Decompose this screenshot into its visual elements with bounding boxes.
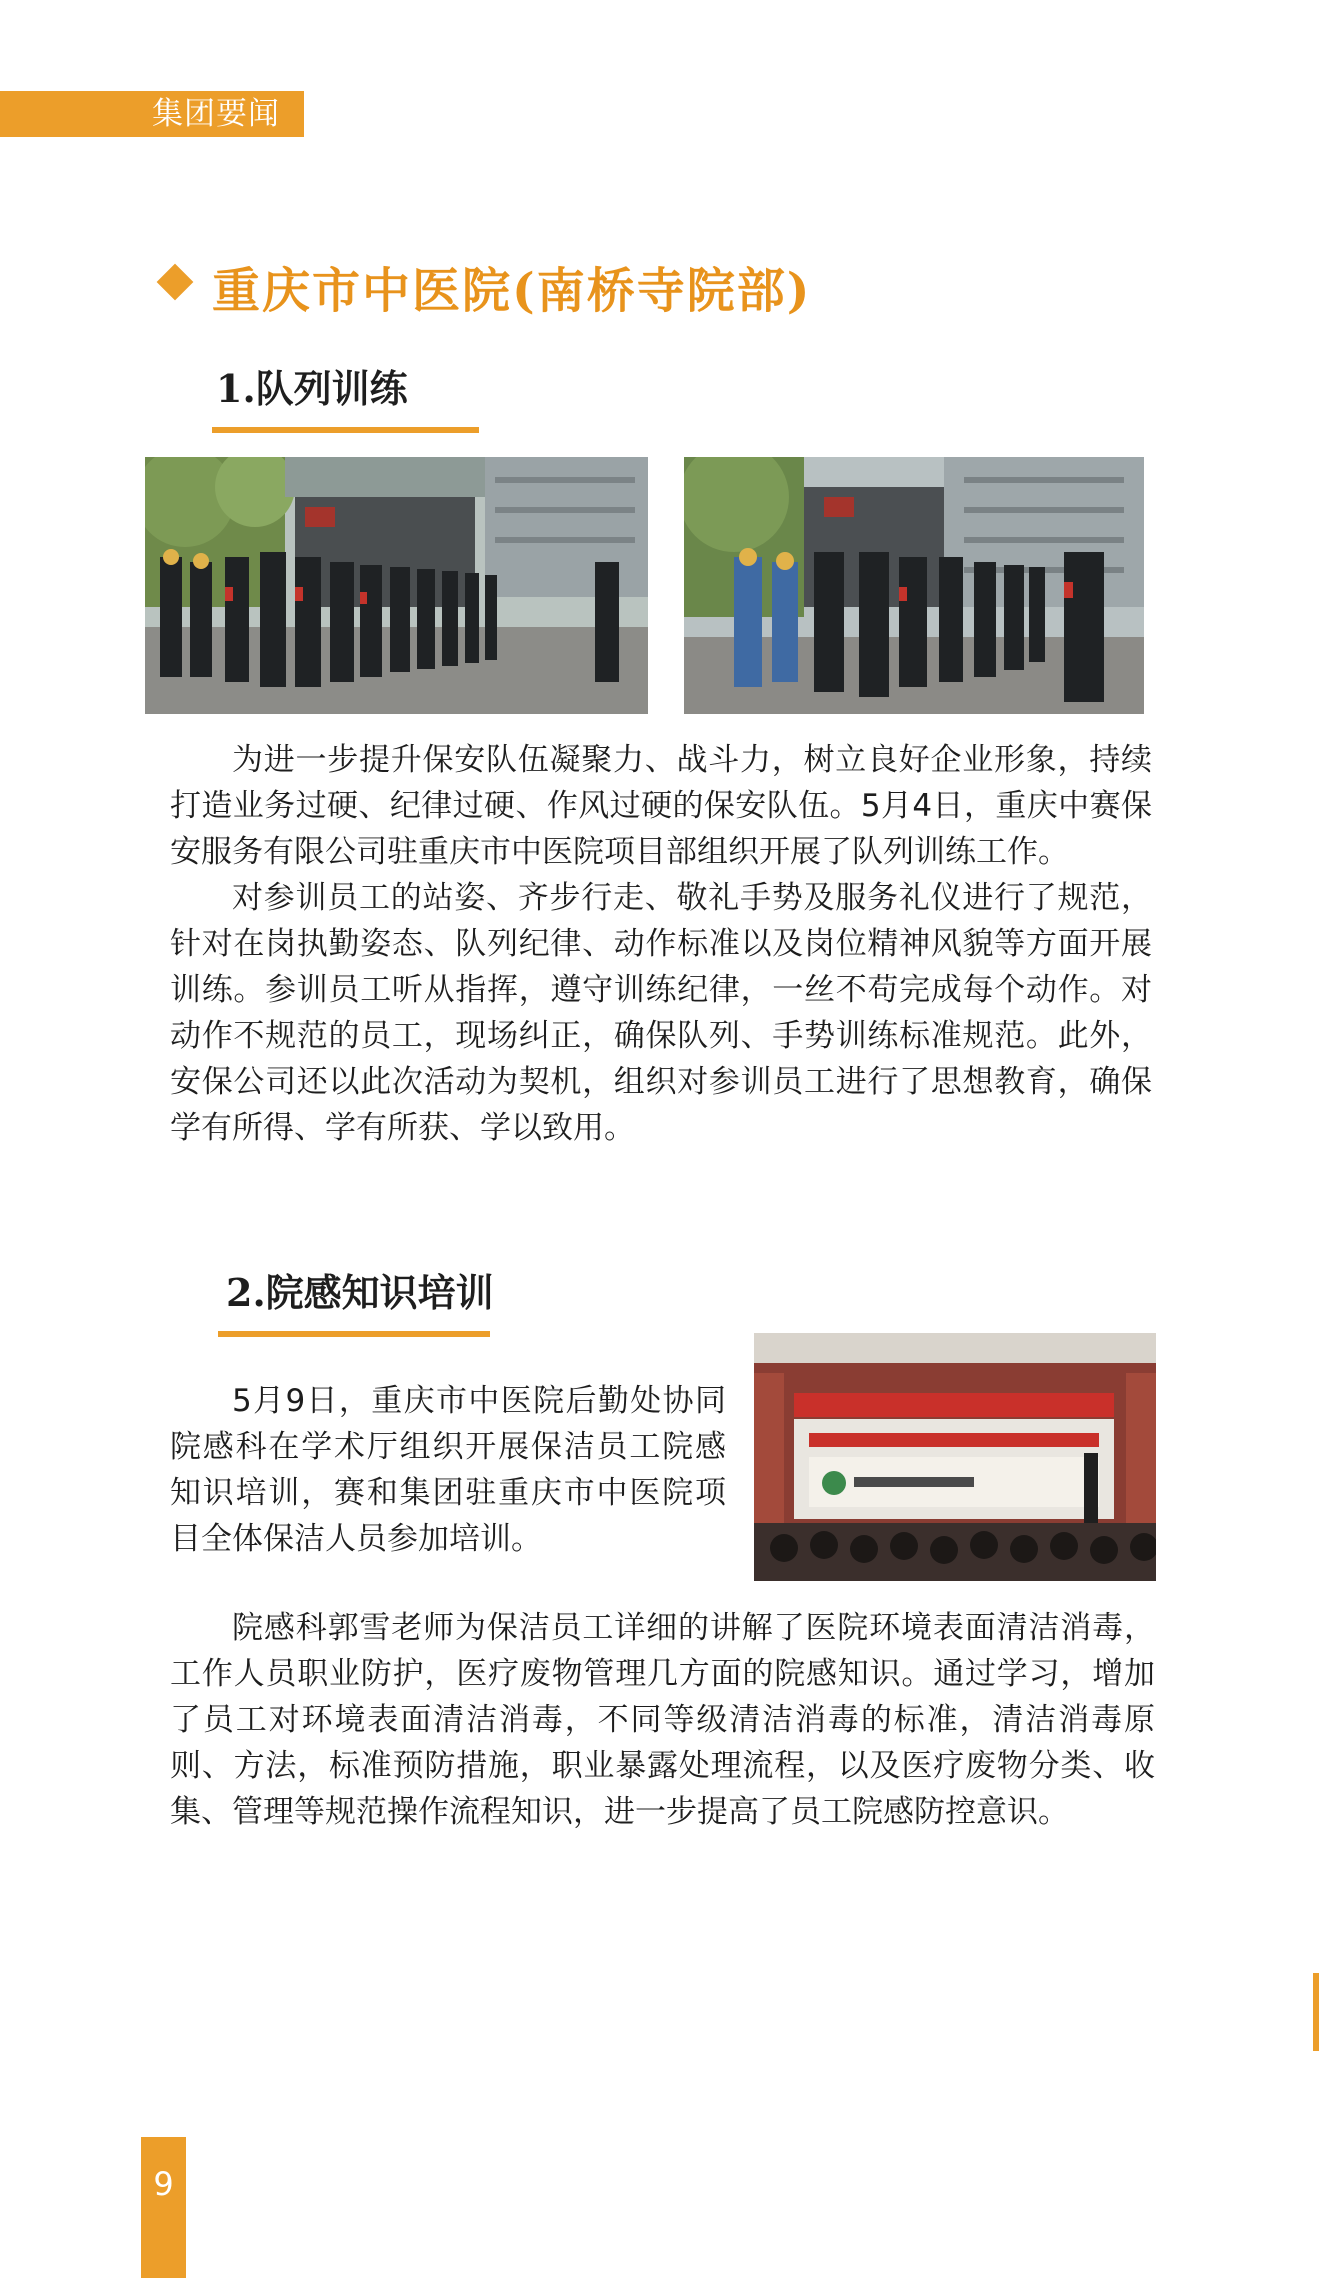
subsection-2-title: 2.院感知识培训 xyxy=(226,1270,494,1315)
photo-drill-salute-right xyxy=(684,457,1144,714)
paragraph: 5月9日，重庆市中医院后勤处协同院感科在学术厅组织开展保洁员工院感知识培训，赛和集团驻重庆市中医院项目全体保洁人员参加培训。 xyxy=(170,1383,726,1557)
page-number: 9 xyxy=(153,2165,174,2203)
subsection-2-underline xyxy=(218,1331,490,1337)
section-title: 重庆市中医院(南桥寺院部) xyxy=(212,263,812,319)
subsection-1-underline xyxy=(212,427,479,433)
subsection-1-title: 1.队列训练 xyxy=(216,366,408,411)
diamond-bullet-icon xyxy=(157,264,194,301)
paragraph: 对参训员工的站姿、齐步行走、敬礼手势及服务礼仪进行了规范，针对在岗执勤姿态、队列纪律、动作标准以及岗位精神风貌等方面开展训练。参训员工听从指挥，遵守训练纪律，一丝不苟完成每个动作。对动作不规范的员工，现场纠正，确保队列、手势训练标准规范。此外，安保公司还以此次活动为契机，组织对参训员工进行了思想教育，确保学有所得、学有所获、学以致用。 xyxy=(170,880,1152,1146)
photo-training-lecture-hall xyxy=(754,1333,1156,1581)
side-accent-bar xyxy=(1313,1973,1319,2051)
subsection-2-body xyxy=(170,1605,1155,1835)
photo-drill-formation-left xyxy=(145,457,648,714)
page-number-tab xyxy=(141,2137,186,2278)
subsection-2-intro xyxy=(170,1378,726,1562)
subsection-1-text xyxy=(170,737,1152,1151)
paragraph: 为进一步提升保安队伍凝聚力、战斗力，树立良好企业形象，持续打造业务过硬、纪律过硬、作风过硬的保安队伍。5月4日，重庆中赛保安服务有限公司驻重庆市中医院项目部组织开展了队列训练工作。 xyxy=(170,742,1152,870)
header-label: 集团要闻 xyxy=(152,96,280,132)
paragraph: 院感科郭雪老师为保洁员工详细的讲解了医院环境表面清洁消毒，工作人员职业防护，医疗废物管理几方面的院感知识。通过学习，增加了员工对环境表面清洁消毒，不同等级清洁消毒的标准，清洁消毒原则、方法，标准预防措施，职业暴露处理流程，以及医疗废物分类、收集、管理等规范操作流程知识，进一步提高了员工院感防控意识。 xyxy=(170,1610,1155,1830)
